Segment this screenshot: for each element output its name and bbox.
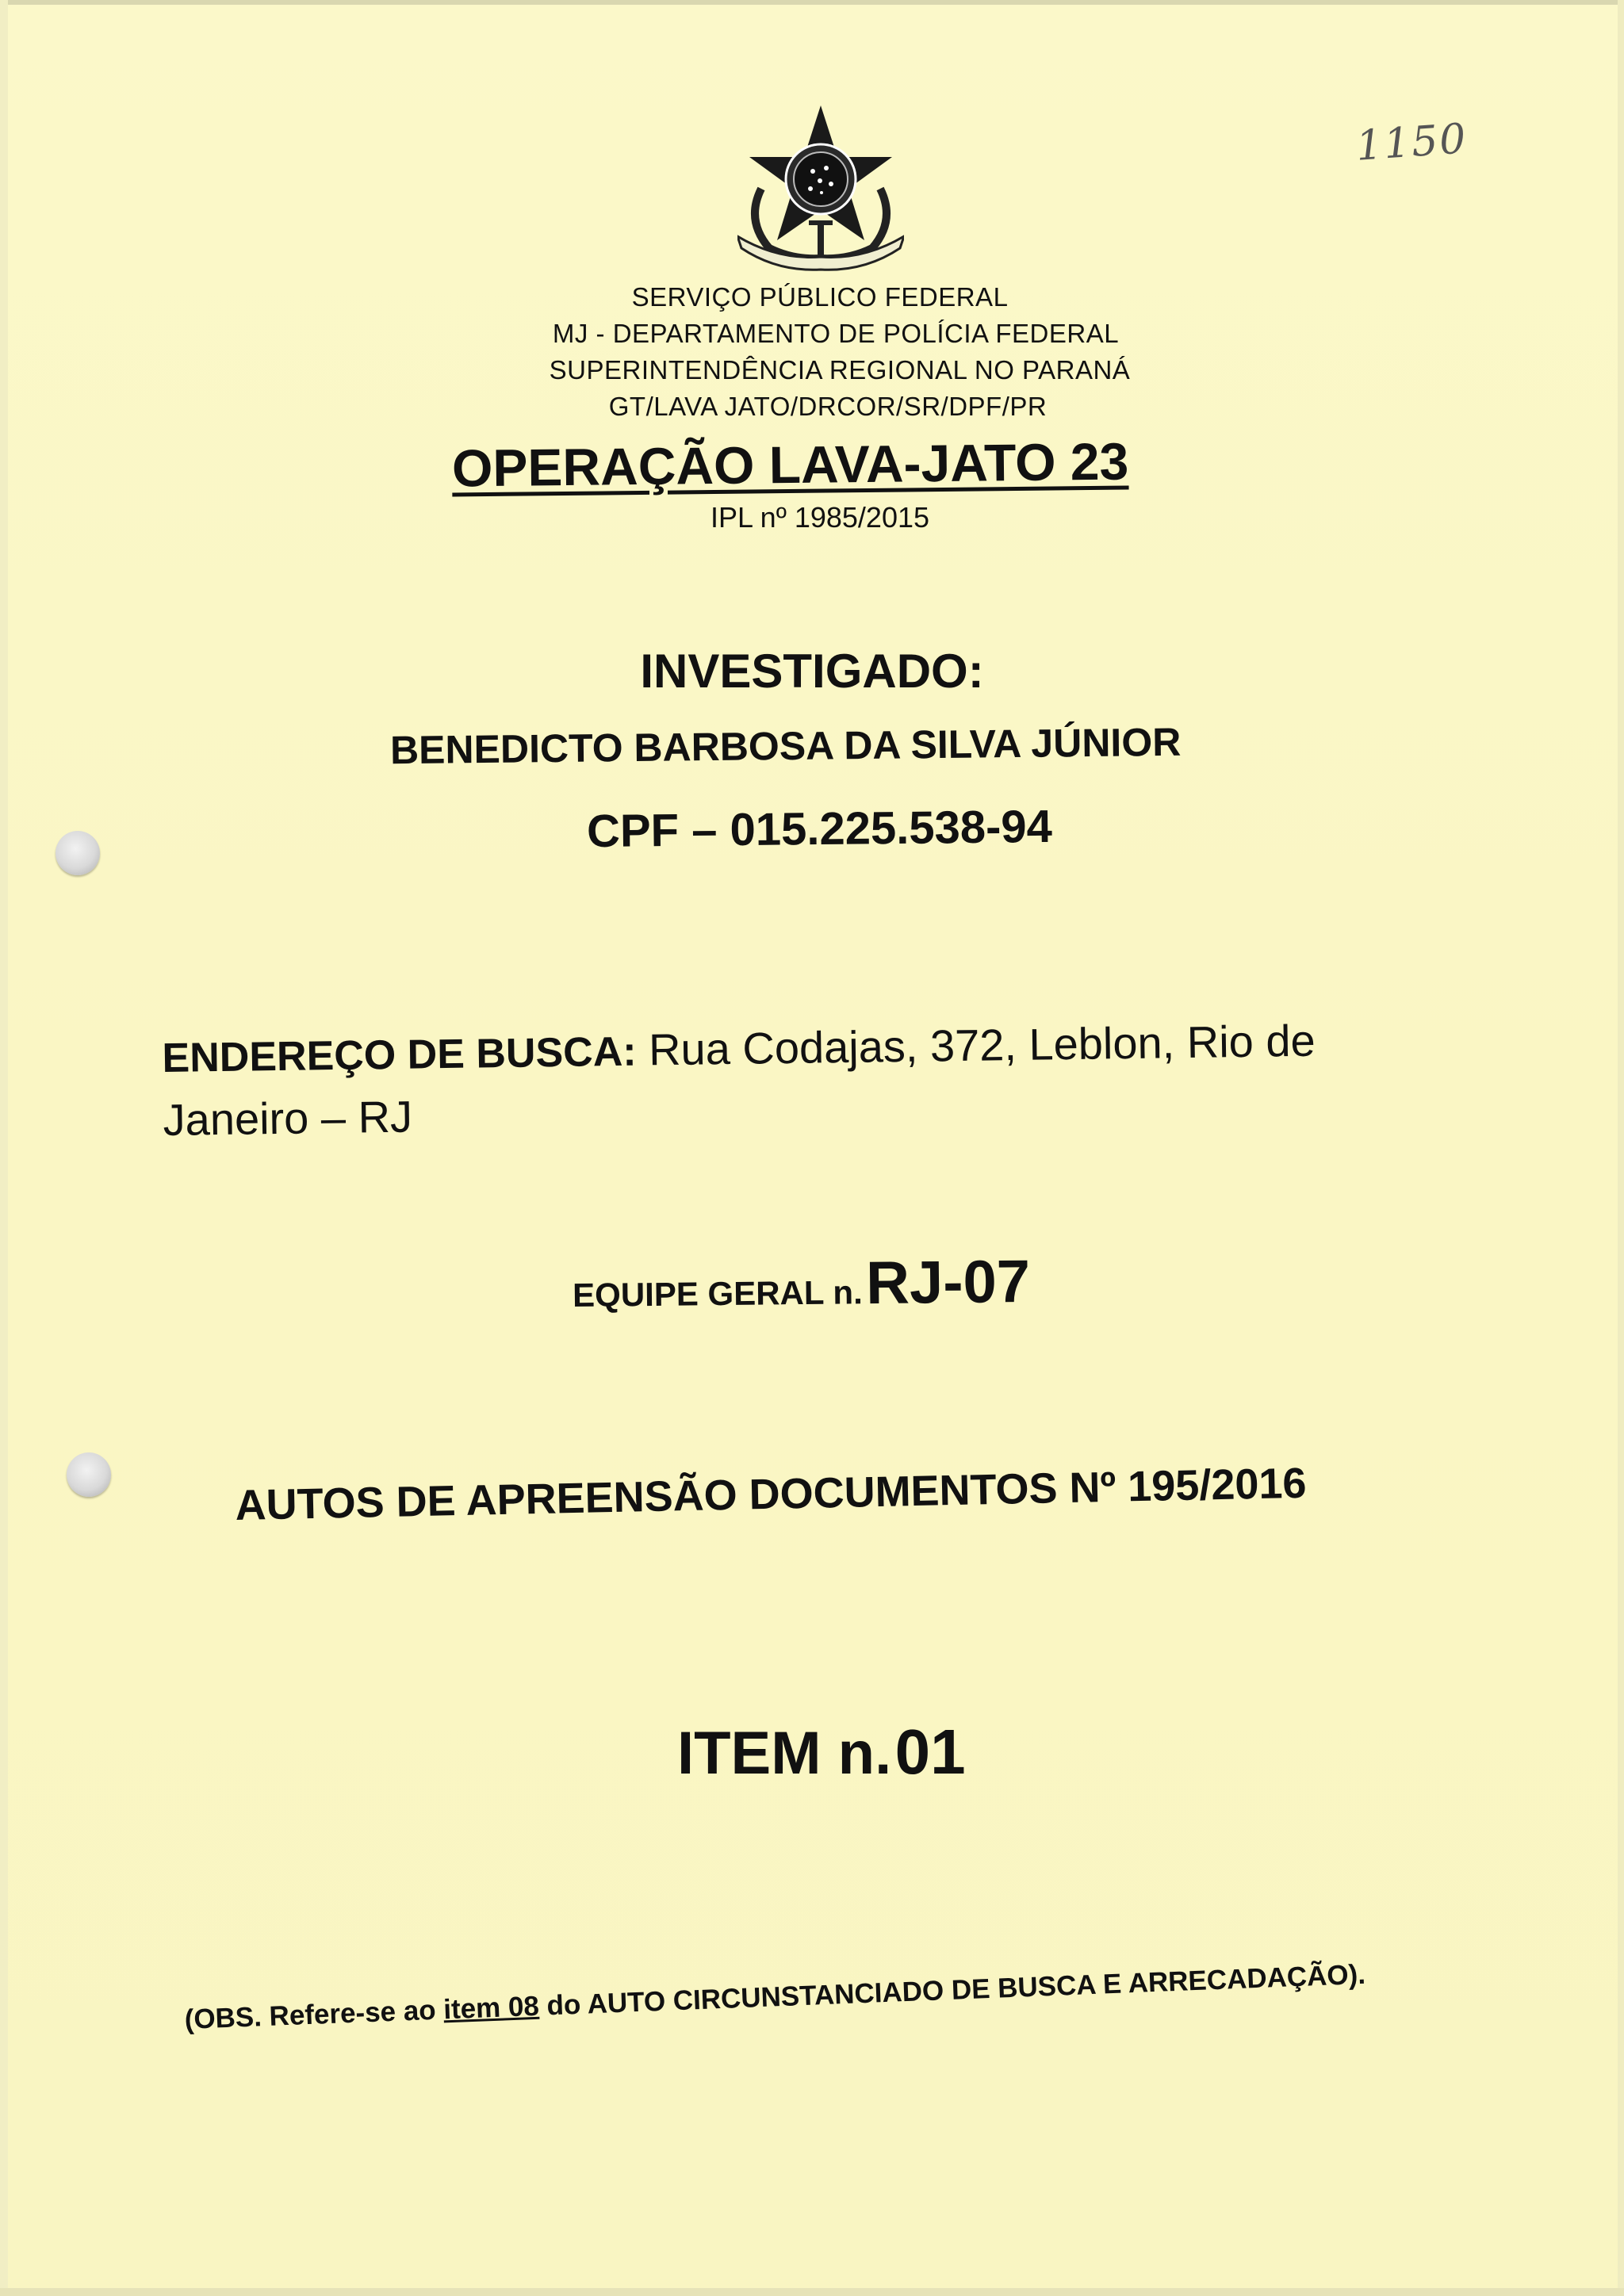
- team-number: [573, 1247, 1031, 1321]
- header-line-4: GT/LAVA JATO/DRCOR/SR/DPF/PR: [608, 392, 1048, 421]
- handwritten-page-number: 1150: [1354, 115, 1469, 170]
- institution-header: [0, 279, 1624, 425]
- observation-item-reference: item 08: [442, 1990, 540, 2026]
- page-edge-top: [0, 0, 1624, 5]
- investigado-label: INVESTIGADO:: [640, 645, 984, 698]
- search-address-value: Rua Codajas, 372, Leblon, Rio de Janeiro – RJ: [163, 1015, 1316, 1145]
- observation-text-after: do AUTO CIRCUNSTANCIADO DE BUSCA E ARRECADAÇÃO).: [538, 1958, 1366, 2022]
- team-number-label: EQUIPE GERAL n.: [572, 1273, 863, 1314]
- operation-title: OPERAÇÃO LAVA-JATO 23: [451, 431, 1129, 498]
- header-line-2: MJ - DEPARTAMENTO DE POLÍCIA FEDERAL: [552, 319, 1120, 348]
- item-number-value: 01: [894, 1716, 966, 1787]
- brazil-coat-of-arms-icon: [737, 101, 904, 276]
- punch-hole-bottom: [67, 1452, 111, 1497]
- item-number: [677, 1716, 966, 1789]
- observation-text-before: (OBS. Refere-se ao: [184, 1994, 445, 2035]
- search-address: [162, 1008, 1464, 1151]
- header-line-3: SUPERINTENDÊNCIA REGIONAL NO PARANÁ: [549, 355, 1131, 385]
- ipl-number-text: IPL nº 1985/2015: [710, 501, 930, 534]
- page-edge-bottom: [0, 2288, 1624, 2296]
- team-number-value: RJ-07: [865, 1247, 1031, 1318]
- search-address-label: ENDEREÇO DE BUSCA:: [162, 1028, 637, 1081]
- investigado-cpf: CPF – 015.225.538-94: [586, 800, 1053, 858]
- observation-note: [184, 1959, 1366, 2036]
- seizure-record-title: AUTOS DE APREENSÃO DOCUMENTOS Nº 195/2016: [235, 1459, 1308, 1529]
- ipl-number: [0, 501, 1624, 534]
- punch-hole-top: [56, 831, 100, 875]
- item-number-label: ITEM n.: [677, 1720, 892, 1787]
- header-line-1: SERVIÇO PÚBLICO FEDERAL: [631, 282, 1009, 312]
- investigado-name: BENEDICTO BARBOSA DA SILVA JÚNIOR: [389, 719, 1182, 773]
